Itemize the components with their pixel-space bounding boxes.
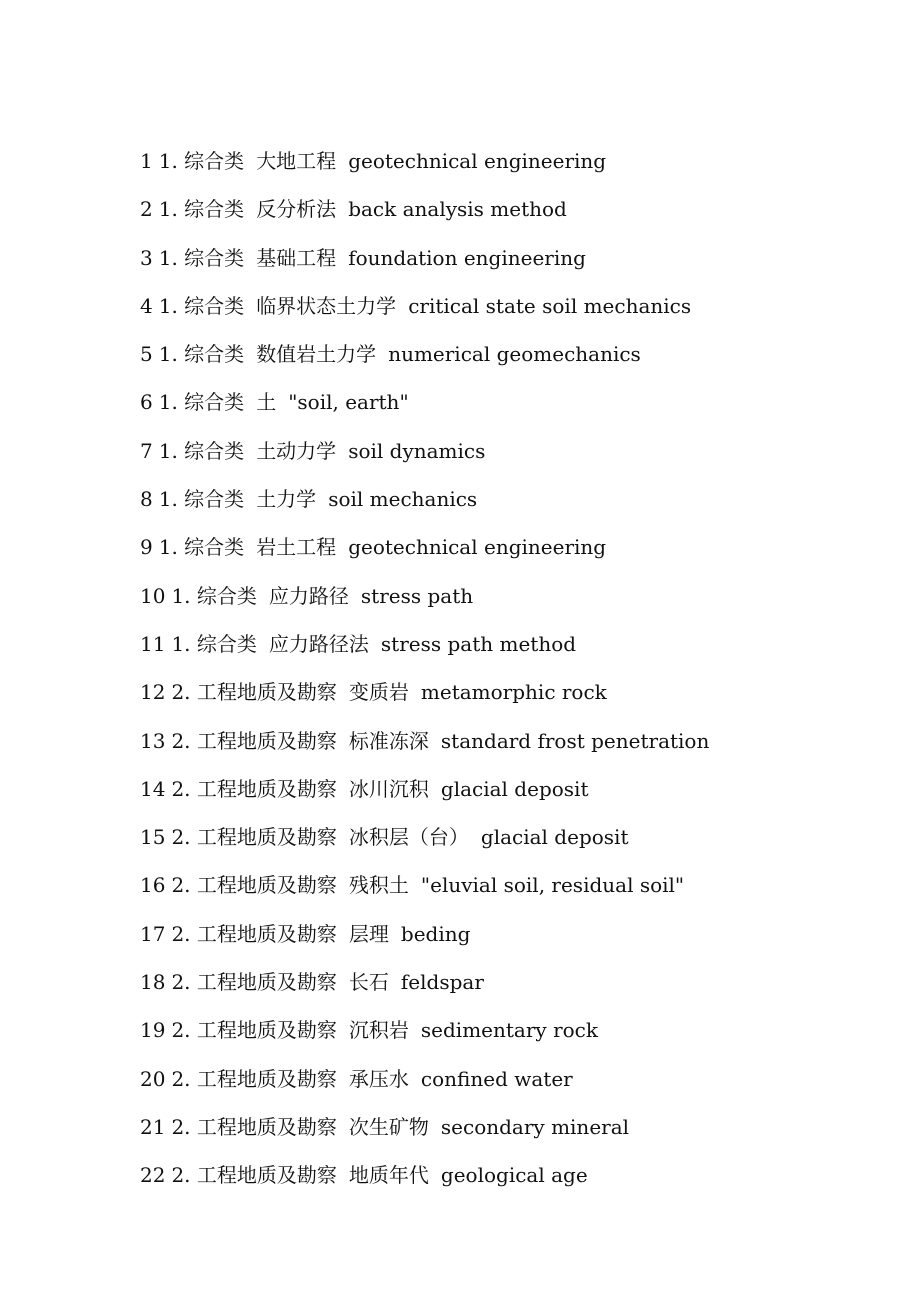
glossary-entry: [140, 822, 880, 870]
entry-number: 11: [140, 631, 166, 656]
entry-number: 4: [140, 293, 153, 318]
glossary-entry: [140, 629, 880, 677]
entry-chinese-term: 沉积岩: [348, 1018, 409, 1043]
entry-category: 2. 工程地质及勘察: [171, 728, 337, 753]
entry-category: 2. 工程地质及勘察: [171, 921, 337, 946]
entry-category: 2. 工程地质及勘察: [171, 776, 337, 801]
entry-category: 1. 综合类: [158, 438, 245, 463]
entry-chinese-term: 岩土工程: [256, 535, 337, 560]
entry-number: 13: [140, 728, 166, 753]
entry-number: 22: [140, 1163, 166, 1188]
glossary-entry: [140, 1112, 880, 1160]
entry-english-term: numerical geomechanics: [388, 342, 641, 367]
entry-number: 16: [140, 873, 166, 898]
entry-number: 15: [140, 825, 166, 850]
entry-chinese-term: 标准冻深: [348, 728, 429, 753]
entry-chinese-term: 层理: [348, 921, 389, 946]
entry-category: 2. 工程地质及勘察: [171, 1114, 337, 1139]
entry-english-term: critical state soil mechanics: [408, 293, 692, 318]
entry-chinese-term: 应力路径: [268, 583, 349, 608]
entry-english-term: glacial deposit: [440, 776, 589, 801]
entry-english-term: back analysis method: [348, 197, 567, 222]
entry-number: 6: [140, 390, 153, 415]
entry-category: 2. 工程地质及勘察: [171, 1163, 337, 1188]
glossary-entry: [140, 387, 880, 435]
entry-number: 8: [140, 487, 153, 512]
glossary-entry: [140, 677, 880, 725]
entry-number: 10: [140, 583, 166, 608]
entry-category: 1. 综合类: [158, 487, 245, 512]
entry-category: 2. 工程地质及勘察: [171, 825, 337, 850]
entry-category: 1. 综合类: [158, 293, 245, 318]
entry-category: 1. 综合类: [158, 245, 245, 270]
entry-number: 9: [140, 535, 153, 560]
entry-number: 5: [140, 342, 153, 367]
entry-category: 1. 综合类: [158, 535, 245, 560]
entry-chinese-term: 土: [256, 390, 277, 415]
glossary-entry: [140, 194, 880, 242]
entry-chinese-term: 冰积层（台）: [348, 825, 469, 850]
glossary-entry: [140, 870, 880, 918]
entry-number: 18: [140, 970, 166, 995]
entry-number: 12: [140, 680, 166, 705]
entry-english-term: "eluvial soil, residual soil": [420, 873, 685, 898]
entry-category: 1. 综合类: [171, 631, 257, 656]
entry-english-term: metamorphic rock: [420, 680, 607, 705]
glossary-entry: [140, 339, 880, 387]
entry-category: 2. 工程地质及勘察: [171, 680, 337, 705]
entry-english-term: soil dynamics: [348, 438, 486, 463]
entry-english-term: glacial deposit: [480, 825, 629, 850]
entry-category: 1. 综合类: [171, 583, 257, 608]
entry-number: 1: [140, 149, 153, 173]
glossary-entry: [140, 532, 880, 580]
entry-category: 1. 综合类: [158, 149, 245, 173]
entry-chinese-term: 冰川沉积: [348, 776, 429, 801]
entry-english-term: sedimentary rock: [420, 1018, 598, 1043]
entry-english-term: "soil, earth": [288, 390, 409, 415]
entry-chinese-term: 承压水: [348, 1066, 409, 1091]
entry-number: 3: [140, 245, 153, 270]
entry-english-term: geotechnical engineering: [348, 149, 607, 173]
entry-chinese-term: 土力学: [256, 487, 317, 512]
entry-english-term: geological age: [440, 1163, 588, 1188]
glossary-list: [140, 146, 880, 1209]
entry-category: 2. 工程地质及勘察: [171, 1066, 337, 1091]
glossary-entry: [140, 243, 880, 291]
entry-chinese-term: 基础工程: [256, 245, 337, 270]
glossary-entry: [140, 1015, 880, 1063]
entry-category: 1. 综合类: [158, 342, 245, 367]
entry-category: 1. 综合类: [158, 197, 245, 222]
entry-category: 2. 工程地质及勘察: [171, 970, 337, 995]
glossary-entry: [140, 726, 880, 774]
entry-category: 2. 工程地质及勘察: [171, 873, 337, 898]
entry-chinese-term: 应力路径法: [268, 631, 369, 656]
entry-chinese-term: 数值岩土力学: [256, 342, 377, 367]
glossary-entry: [140, 484, 880, 532]
entry-number: 14: [140, 776, 166, 801]
entry-chinese-term: 变质岩: [348, 680, 409, 705]
entry-english-term: foundation engineering: [348, 245, 586, 270]
entry-chinese-term: 土动力学: [256, 438, 337, 463]
entry-english-term: confined water: [420, 1066, 573, 1091]
entry-english-term: secondary mineral: [440, 1114, 630, 1139]
entry-chinese-term: 大地工程: [256, 149, 337, 173]
entry-category: 1. 综合类: [158, 390, 245, 415]
glossary-entry: [140, 436, 880, 484]
entry-number: 20: [140, 1066, 166, 1091]
entry-english-term: stress path method: [380, 631, 577, 656]
entry-english-term: beding: [400, 921, 471, 946]
entry-chinese-term: 地质年代: [348, 1163, 429, 1188]
entry-english-term: standard frost penetration: [440, 728, 710, 753]
glossary-entry: [140, 1160, 880, 1208]
glossary-entry: [140, 291, 880, 339]
glossary-entry: [140, 774, 880, 822]
glossary-entry: [140, 146, 880, 194]
glossary-entry: [140, 919, 880, 967]
glossary-entry: [140, 1064, 880, 1112]
entry-number: 17: [140, 921, 166, 946]
entry-category: 2. 工程地质及勘察: [171, 1018, 337, 1043]
glossary-entry: [140, 967, 880, 1015]
entry-chinese-term: 次生矿物: [348, 1114, 429, 1139]
entry-number: 21: [140, 1114, 166, 1139]
entry-number: 2: [140, 197, 153, 222]
entry-number: 19: [140, 1018, 166, 1043]
entry-chinese-term: 残积土: [348, 873, 409, 898]
entry-english-term: soil mechanics: [328, 487, 478, 512]
entry-number: 7: [140, 438, 153, 463]
entry-english-term: feldspar: [400, 970, 484, 995]
entry-chinese-term: 长石: [348, 970, 389, 995]
entry-chinese-term: 临界状态土力学: [256, 293, 397, 318]
entry-english-term: geotechnical engineering: [348, 535, 607, 560]
entry-chinese-term: 反分析法: [256, 197, 337, 222]
glossary-entry: [140, 581, 880, 629]
entry-english-term: stress path: [360, 583, 474, 608]
